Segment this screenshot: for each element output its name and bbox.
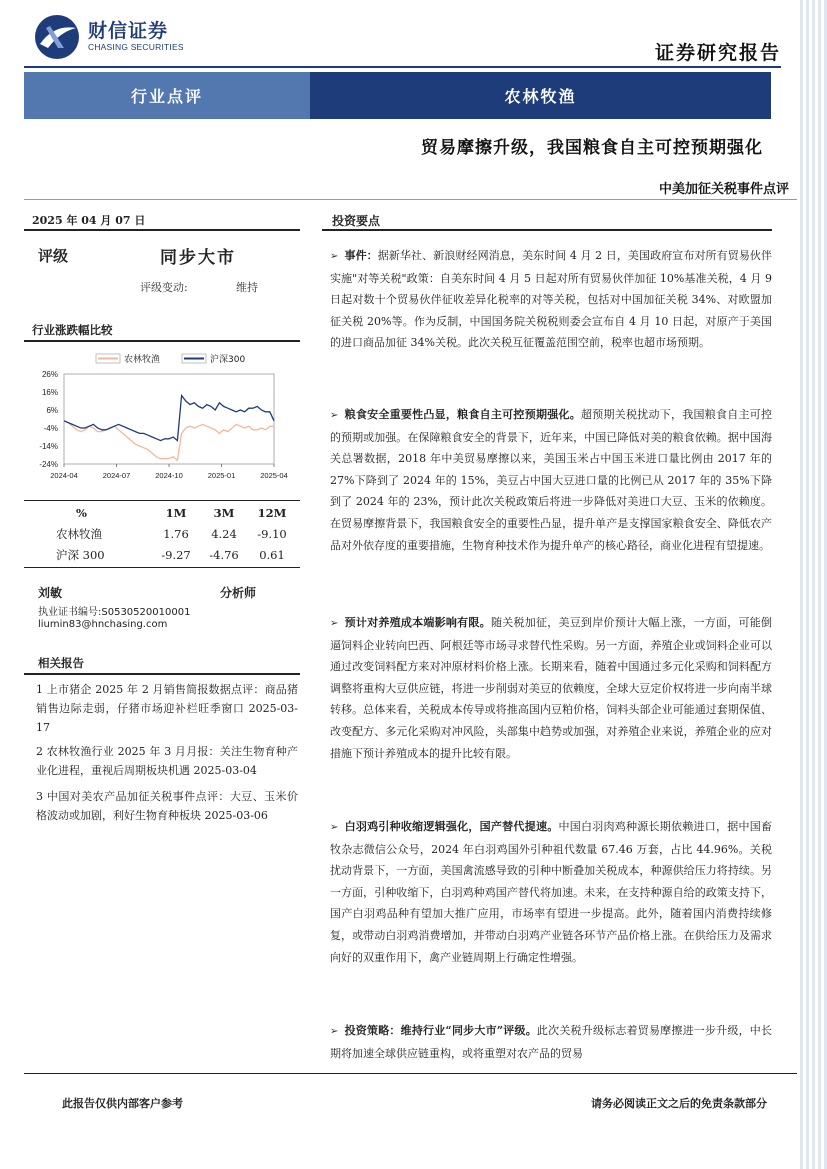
investment-point <box>330 404 772 556</box>
arrow-bullet-icon: ➢ <box>330 251 339 262</box>
investment-point <box>330 816 772 968</box>
footer-left: 此报告仅供内部客户参考 <box>62 1097 183 1110</box>
divider <box>24 229 300 231</box>
related-reports-title: 相关报告 <box>38 656 84 670</box>
chart-frame <box>64 374 274 464</box>
perf-section-title: 行业涨跌幅比较 <box>32 323 113 337</box>
table-cell: 农林牧渔 <box>56 526 102 541</box>
y-tick-label: 26% <box>41 370 58 379</box>
table-cell: -4.76 <box>209 547 239 562</box>
related-report-item[interactable]: 1 上市猪企 2025 年 2 月销售简报数据点评：商品猪销售边际走弱，仔猪市场迎补栏旺季窗口 2025-03-17 <box>36 683 298 734</box>
arrow-bullet-icon: ➢ <box>330 1026 339 1037</box>
point-heading: 白羽鸡引种收缩逻辑强化，国产替代提速。 <box>344 820 559 833</box>
arrow-bullet-icon: ➢ <box>330 822 339 833</box>
header-rule <box>24 66 781 68</box>
analyst-email[interactable]: liumin83@hnchasing.com <box>38 619 168 630</box>
brand-name-cn: 财信证券 <box>88 20 169 42</box>
x-tick-label: 2024-10 <box>155 471 183 480</box>
table-header: 1M <box>165 505 187 520</box>
table-header: % <box>76 505 87 520</box>
table-row <box>30 523 296 544</box>
investment-point <box>330 245 772 354</box>
point-heading: 事件： <box>344 249 378 262</box>
industry-band: 农林牧渔 <box>310 72 771 119</box>
report-category-band: 行业点评 <box>24 72 310 119</box>
report-subtitle: 中美加征关税事件点评 <box>658 182 789 197</box>
table-cell: 0.61 <box>259 547 285 562</box>
report-date: 2025 年 04 月 07 日 <box>32 214 146 227</box>
legend-label: 农林牧渔 <box>124 355 161 365</box>
x-tick-label: 2024-04 <box>50 471 78 480</box>
analyst-role: 分析师 <box>220 586 257 600</box>
point-body: 据新华社、新浪财经网消息，美东时间 4 月 2 日，美国政府宣布对所有贸易伙伴实施"对等关税"政策：自美东时间 4 月 5 日起对所有贸易伙伴加征 10%基准关税，4 月 9 日起对数十个贸易伙伴征收差异化税率的对等关税，包括对中国加征关税 34%、对欧盟加征关税 20%等。作为反制，中国国务院关税税则委会宣布自 4 月 10 日起，对原产于美国的进口商品加征 34%关税。此次关税互征覆盖范围空前，税率也超市场预期。 <box>330 249 773 350</box>
chasing-logo-icon <box>34 14 80 60</box>
brand-name-en: CHASING SECURITIES <box>88 42 184 52</box>
side-stripe-decoration <box>800 0 827 1169</box>
divider <box>24 673 300 675</box>
analyst-cert: 执业证书编号:S0530520010001 <box>38 607 191 618</box>
arrow-bullet-icon: ➢ <box>330 618 339 629</box>
legend-label: 沪深300 <box>210 355 246 365</box>
divider <box>24 340 300 342</box>
table-header: 12M <box>257 505 287 520</box>
title-rule <box>24 199 797 200</box>
rating-label: 评级 <box>38 247 69 265</box>
report-title: 贸易摩擦升级，我国粮食自主可控预期强化 <box>421 138 763 158</box>
table-header-row <box>30 502 296 523</box>
y-tick-label: -4% <box>43 424 58 433</box>
table-top-rule <box>24 500 300 501</box>
table-cell: 沪深 300 <box>56 547 105 562</box>
y-tick-label: -14% <box>39 442 58 451</box>
y-tick-label: 16% <box>41 388 58 397</box>
point-heading: 粮食安全重要性凸显，粮食自主可控预期强化。 <box>344 408 581 421</box>
table-cell: 4.24 <box>211 526 237 541</box>
y-tick-label: -24% <box>39 460 58 469</box>
table-cell: -9.27 <box>161 547 191 562</box>
x-tick-label: 2024-07 <box>102 471 131 480</box>
rating-value: 同步大市 <box>160 248 236 268</box>
table-cell: -9.10 <box>257 526 287 541</box>
rating-change-label: 评级变动: <box>140 281 188 294</box>
report-type: 证券研究报告 <box>654 42 781 64</box>
table-row <box>30 544 296 565</box>
analyst-name: 刘敏 <box>38 586 63 600</box>
y-tick-label: 6% <box>46 406 58 415</box>
investment-point <box>330 612 772 764</box>
divider <box>322 229 772 231</box>
point-body: 超预期关税扰动下，我国粮食自主可控的预期或加强。在保障粮食安全的背景下，近年来，中国已降低对美的粮食依赖。据中国海关总署数据，2018 年中美贸易摩擦以来，美国玉米占中国玉米进口量比例由 2017 年的 27%下降到了 2024 年的 15%，美豆占中国大豆进口量的比例已从 2017 年的 35%下降到了 2024 年的 23%，预计此次关税政策后将进一步降低对美进口大豆、玉米的依赖度。在贸易摩擦背景下，我国粮食安全的重要性凸显，提升单产是支撑国家粮食安全、降低农产品对外依存度的重要措施，生物育种技术作为提升单产的核心路径，商业化进程有望提速。 <box>330 408 772 552</box>
investment-point <box>330 1020 772 1064</box>
table-header: 3M <box>213 505 235 520</box>
point-body: 此次关税升级标志着贸易摩擦进一步升级，中长期将加速全球供应链重构，或将重塑对农产品的贸易 <box>330 1024 772 1060</box>
x-tick-label: 2025-04 <box>260 471 288 480</box>
point-body: 中国白羽肉鸡种源长期依赖进口，据中国畜牧杂志微信公众号，2024 年白羽鸡国外引种祖代数量 67.46 万套，占比 44.96%。关税扰动背景下，一方面，美国禽流感导致的引种中断叠加关税成本，种源供给压力将持续。另一方面，引种收缩下，白羽鸡种鸡国产替代将加速。未来，在支持种源自给的政策支持下，国产白羽鸡品种有望加大推广应用，市场率有望进一步提高。此外，随着国内消费持续修复，或带动白羽鸡消费增加，并带动白羽鸡产业链各环节产品价格上涨。在供给压力及需求向好的双重作用下，禽产业链周期上行确定性增强。 <box>330 820 773 964</box>
arrow-bullet-icon: ➢ <box>330 410 339 421</box>
investment-highlights-title: 投资要点 <box>332 214 381 228</box>
table-bottom-rule <box>24 567 300 568</box>
footer-right: 请务必阅读正文之后的免责条款部分 <box>591 1097 767 1110</box>
rating-change-value: 维持 <box>236 281 258 294</box>
x-tick-label: 2025-01 <box>207 471 236 480</box>
related-report-item[interactable]: 3 中国对美农产品加征关税事件点评：大豆、玉米价格波动或加剧，利好生物育种板块 2025-03-06 <box>36 790 298 822</box>
performance-table <box>30 502 296 565</box>
series-line-csi300 <box>64 396 274 441</box>
industry-performance-chart <box>24 350 296 492</box>
point-heading: 预计对养殖成本端影响有限。 <box>344 616 491 629</box>
table-cell: 1.76 <box>163 526 189 541</box>
related-report-item[interactable]: 2 农林牧渔行业 2025 年 3 月月报：关注生物育种产业化进程，重视后周期板块机遇 2025-03-04 <box>36 745 298 777</box>
footer-rule <box>24 1073 797 1074</box>
point-body: 随关税加征，美豆到岸价预计大幅上涨，一方面，可能倒逼饲料企业转向巴西、阿根廷等市场寻求替代性采购。另一方面，养殖企业或饲料企业可以通过改变饲料配方来对冲原材料价格上涨。长期来看，随着中国通过多元化采购和饲料配方调整将重构大豆供应链，将进一步削弱对美豆的依赖度，全球大豆定价权将进一步向南半球转移。总体来看，关税成本传导或将推高国内豆粕价格，饲料头部企业可能通过套期保值、改变配方、多元化采购对冲风险，头部集中趋势或加强，对养殖企业来说，养殖企业的应对措施下预计养殖成本的提升比较有限。 <box>330 616 773 760</box>
point-heading: 投资策略：维持行业“同步大市”评级。 <box>344 1024 537 1037</box>
